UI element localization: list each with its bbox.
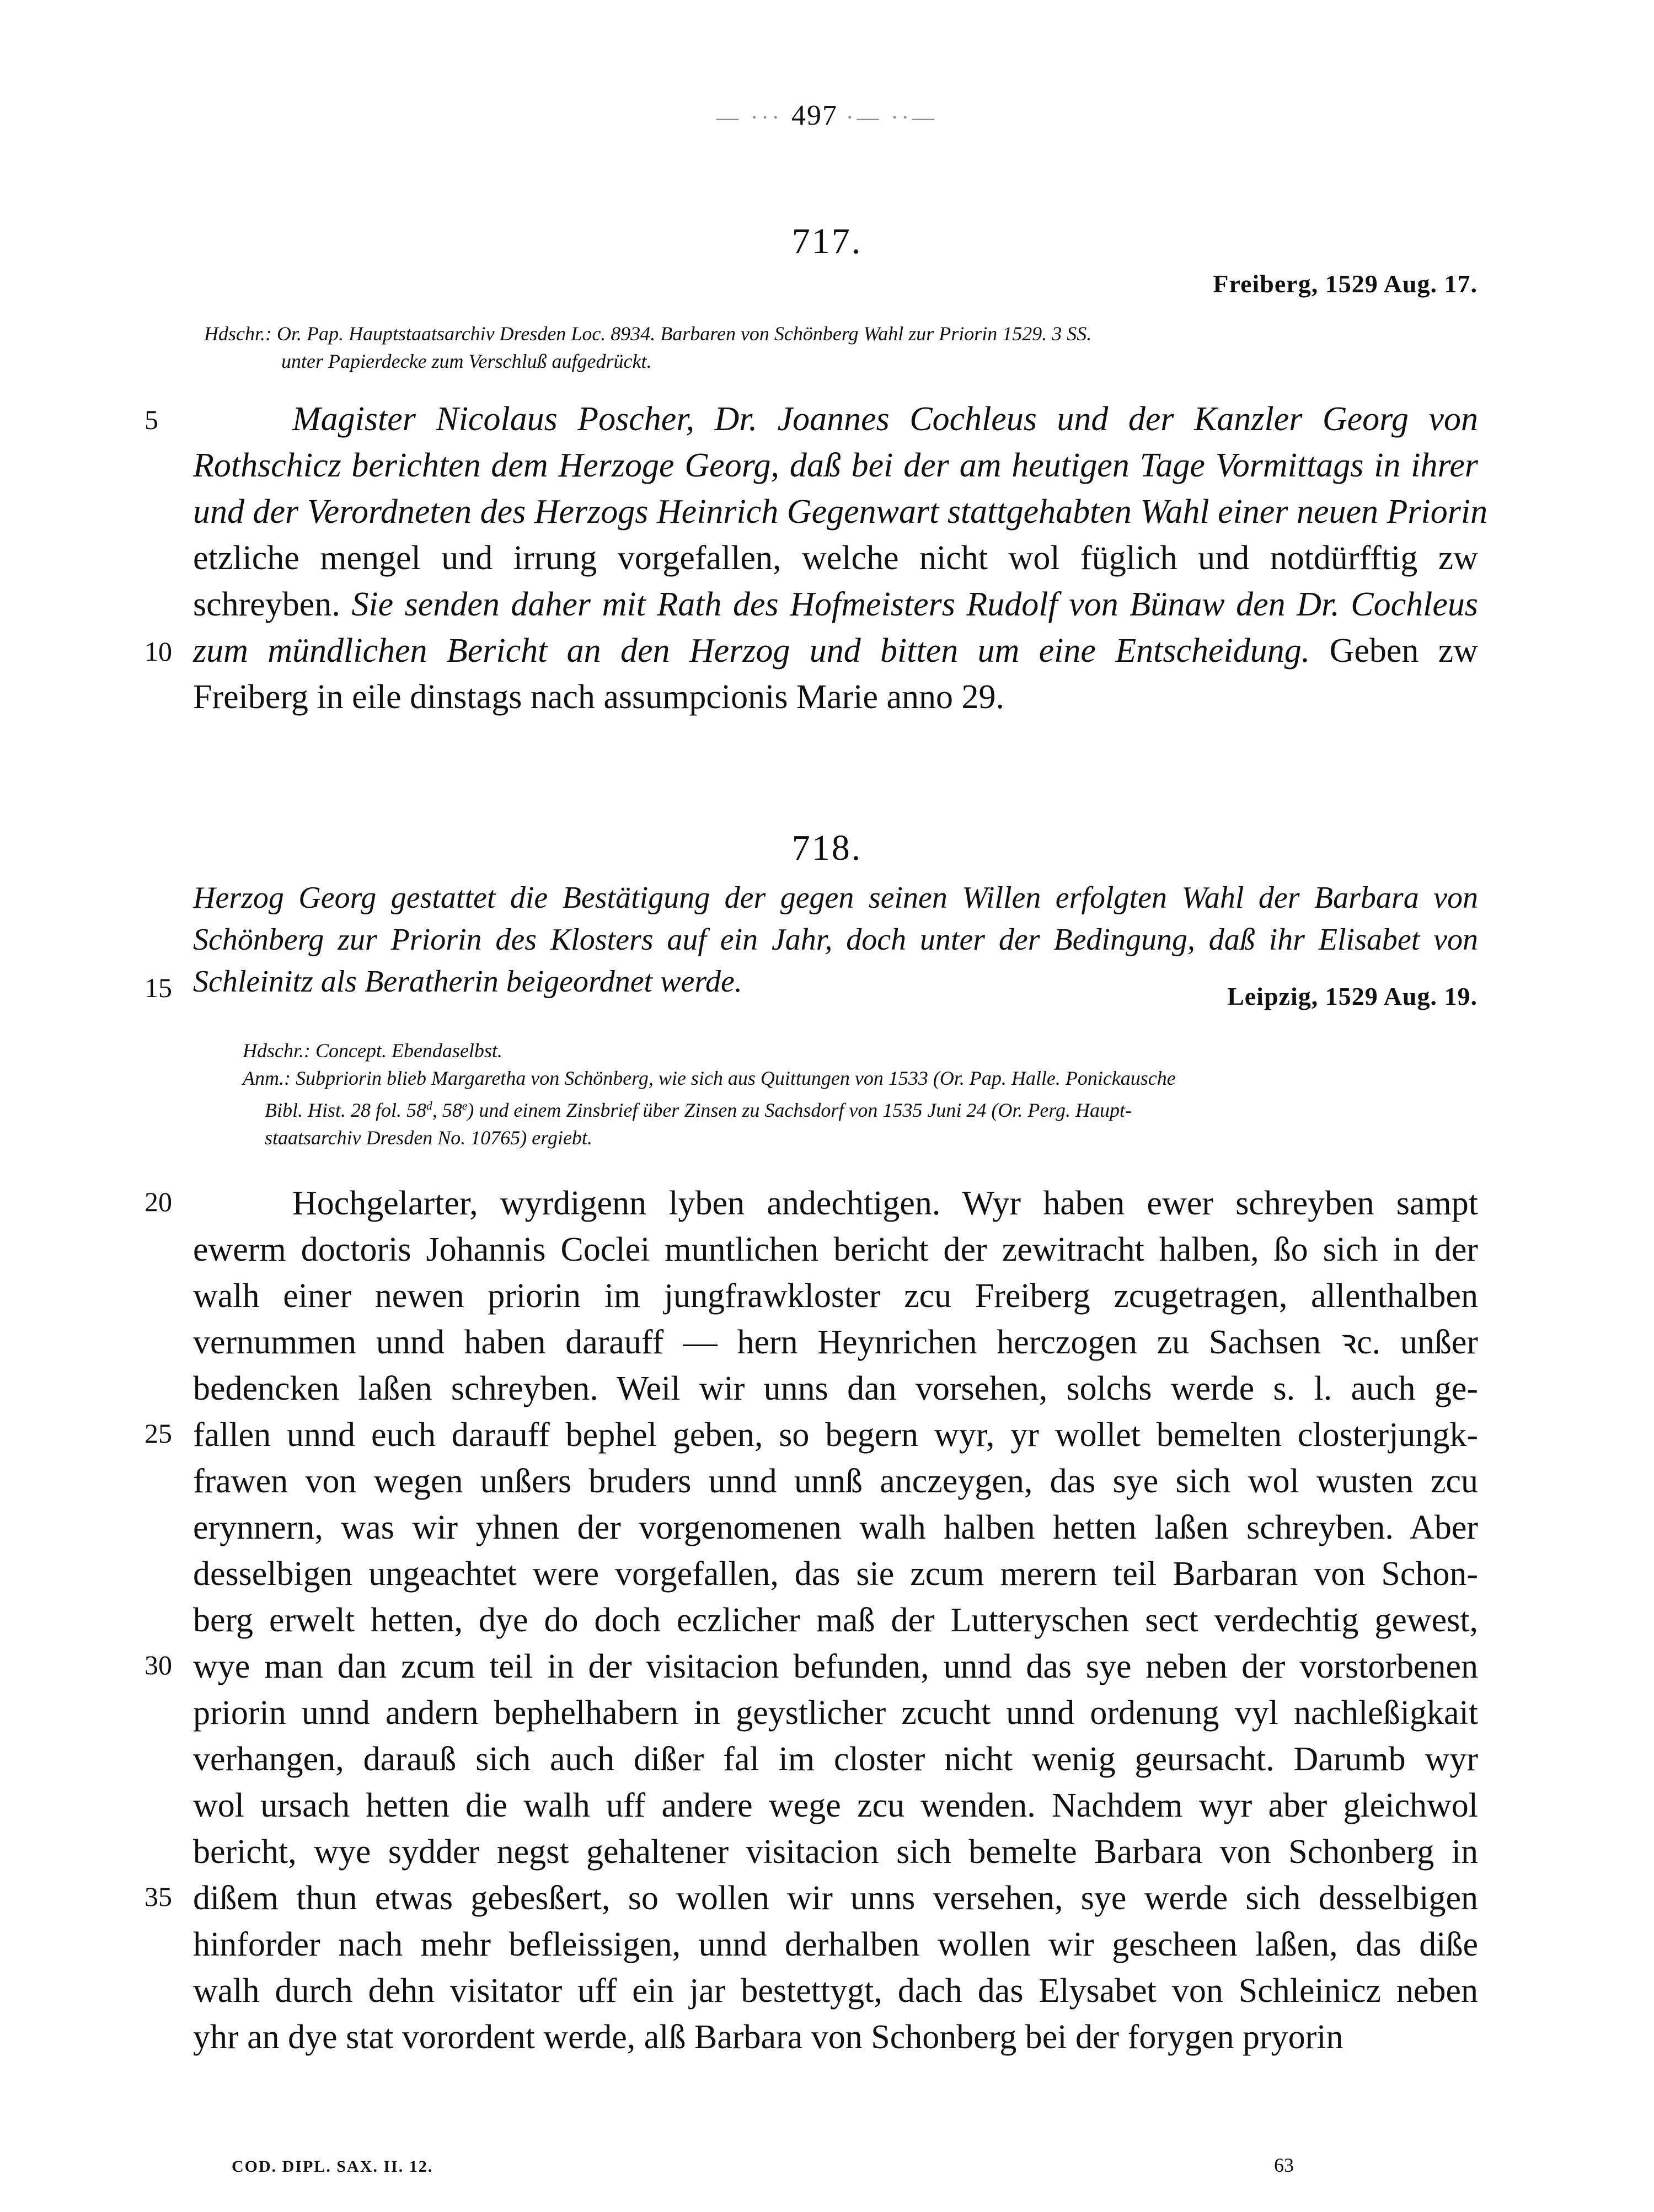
doc-717-note-line: Hdschr.: Or. Pap. Hauptstaatsarchiv Dresden Loc. 8934. Barbaren von Schönberg Wahl zur Priorin 1529. 3 SS. <box>204 323 1092 345</box>
doc-718-note-line: Hdschr.: Concept. Ebendaselbst. <box>243 1040 502 1062</box>
doc-718-note-line: Anm.: Subpriorin blieb Margaretha von Schönberg, wie sich aus Quittungen von 1533 (Or. Pap. Halle. Ponickausche <box>243 1067 1176 1089</box>
footer-sheet-number: 63 <box>1274 2154 1294 2176</box>
doc-718-text-line: vernummen unnd haben darauff — hern Heynrichen herczogen zu Sachsen ꝛc. unßer <box>193 1324 1478 1361</box>
page-number-dash-right: ·— ··— <box>846 105 938 130</box>
doc-718-note-line: Bibl. Hist. 28 fol. 58$^d$, 58e) und einem Zinsbrief über Zinsen zu Sachsdorf von 1535 Juni 24 (Or. Perg. Haupt- <box>265 1099 1132 1121</box>
doc-717-place-date: Freiberg, 1529 Aug. 17. <box>1213 270 1478 298</box>
page-number <box>0 99 1654 132</box>
text-segment: zum mündlichen Bericht an den Herzog und bitten um eine Entscheidung. <box>193 632 1310 670</box>
doc-717-source-note <box>204 320 1478 375</box>
doc-718-text-line: wye man dan zcum teil in der visitacion befunden, unnd das sye neben der vorstorbenen <box>193 1648 1478 1685</box>
superscript: e <box>462 1099 468 1112</box>
doc-718-number: 718. <box>791 828 863 868</box>
doc-718-text-line: frawen von wegen unßers bruders unnd unnß anczeygen, das sye sich wol wusten zcu <box>193 1463 1478 1500</box>
doc-717-text-line <box>193 442 1478 489</box>
doc-718-text-line: hinforder nach mehr befleissigen, unnd derhalben wollen wir gescheen laßen, das diße <box>193 1926 1478 1963</box>
doc-717-text-line <box>193 628 1478 674</box>
doc-718-text-line: erynnern, was wir yhnen der vorgenomenen walh halben hetten laßen schreyben. Aber <box>193 1509 1478 1546</box>
doc-717-number: 717. <box>791 221 863 261</box>
line-number: 5 <box>144 404 158 435</box>
doc-718-text-line: yhr an dye stat vorordent werde, alß Barbara von Schonberg bei der forygen pryorin <box>193 2018 1343 2056</box>
line-number: 20 <box>144 1186 172 1217</box>
text-segment: und der Verordneten des Herzogs Heinrich Gegenwart stattgehabten Wahl einer neuen Priorin <box>193 493 1488 531</box>
doc-718-text-line: Hochgelarter, wyrdigenn lyben andechtigen. Wyr haben ewer schreyben sampt <box>292 1185 1478 1222</box>
doc-718-summary-line: Herzog Georg gestattet die Bestätigung der gegen seinen Willen erfolgten Wahl der Barbara von <box>193 881 1478 915</box>
doc-718-text-line: walh einer newen priorin im jungfrawkloster zcu Freiberg zcugetragen, allenthalben <box>193 1277 1478 1315</box>
line-number: 10 <box>144 636 172 667</box>
doc-718-text-line: berg erwelt hetten, dye do doch eczlicher maß der Lutteryschen sect verdechtig gewest, <box>193 1602 1478 1639</box>
doc-718-text-line: desselbigen ungeachtet were vorgefallen, das sie zcum merern teil Barbaran von Schon- <box>193 1555 1478 1593</box>
doc-718-source-note <box>243 1037 1478 1151</box>
doc-718-text-line: bericht, wye sydder negst gehaltener visitacion sich bemelte Barbara von Schonberg in <box>193 1833 1478 1871</box>
text-segment: Geben zw <box>1310 632 1478 670</box>
doc-718-text-line: priorin unnd andern bephelhabern in geystlicher zcucht unnd ordenung vyl nachleßigkait <box>193 1694 1478 1732</box>
doc-718-summary-line: Schleinitz als Beratherin beigeordnet werde. <box>193 965 742 999</box>
line-number: 15 <box>144 972 172 1003</box>
text-segment: etzliche mengel und irrung vorgefallen, welche nicht wol füglich und notdürfftig zw <box>193 539 1478 577</box>
doc-718-place-date: Leipzig, 1529 Aug. 19. <box>1227 982 1478 1010</box>
text-segment: schreyben. <box>193 586 352 623</box>
superscript: d <box>426 1099 432 1112</box>
doc-718-text-line: bedencken laßen schreyben. Weil wir unns dan vorsehen, solchs werde s. l. auch ge- <box>193 1370 1478 1407</box>
doc-717-note-line: unter Papierdecke zum Verschluß aufgedrückt. <box>281 350 652 372</box>
line-number: 25 <box>144 1418 172 1449</box>
doc-717-text-line <box>193 674 1478 720</box>
line-number: 30 <box>144 1649 172 1680</box>
doc-717-text-line <box>193 396 1478 442</box>
doc-718-text-line: fallen unnd euch darauff bephel geben, so begern wyr, yr wollet bemelten closterjungk- <box>193 1416 1478 1454</box>
doc-718-text-line: walh durch dehn visitator uff ein jar bestettygt, dach das Elysabet von Schleinicz neben <box>193 1972 1478 2010</box>
doc-718-body <box>193 1180 1478 2060</box>
doc-718-summary-line: Schönberg zur Priorin des Klosters auf ein Jahr, doch unter der Bedingung, daß ihr Elisabet von <box>193 923 1478 957</box>
doc-717-text-line <box>193 489 1488 535</box>
page-number-dash-left: — ··· <box>716 105 791 130</box>
text-segment: Freiberg in eile dinstags nach assumpcionis Marie anno 29. <box>193 678 1005 716</box>
doc-718-text-line: ewerm doctoris Johannis Coclei muntlichen bericht der zewitracht halben, ßo sich in der <box>193 1231 1478 1268</box>
doc-718-text-line: wol ursach hetten die walh uff andere wege zcu wenden. Nachdem wyr aber gleichwol <box>193 1787 1478 1824</box>
footer-signature: COD. DIPL. SAX. II. 12. <box>232 2157 433 2176</box>
doc-718-note-line: staatsarchiv Dresden No. 10765) ergiebt. <box>265 1127 592 1149</box>
line-number: 35 <box>144 1881 172 1912</box>
text-segment: Sie senden daher mit Rath des Hofmeisters Rudolf von Bünaw den Dr. Cochleus <box>351 586 1478 623</box>
doc-717-body <box>193 396 1488 720</box>
doc-717-text-line <box>193 535 1478 581</box>
text-segment: Magister Nicolaus Poscher, Dr. Joannes Cochleus und der Kanzler Georg von <box>292 400 1478 438</box>
doc-717-text-line <box>193 581 1478 628</box>
page-number-text: 497 <box>791 100 838 131</box>
doc-718-text-line: verhangen, darauß sich auch dißer fal im closter nicht wenig geursacht. Darumb wyr <box>193 1740 1478 1778</box>
doc-718-text-line: dißem thun etwas gebesßert, so wollen wir unns versehen, sye werde sich desselbigen <box>193 1879 1478 1917</box>
text-segment: Rothschicz berichten dem Herzoge Georg, daß bei der am heutigen Tage Vormittags in ihrer <box>193 447 1478 484</box>
